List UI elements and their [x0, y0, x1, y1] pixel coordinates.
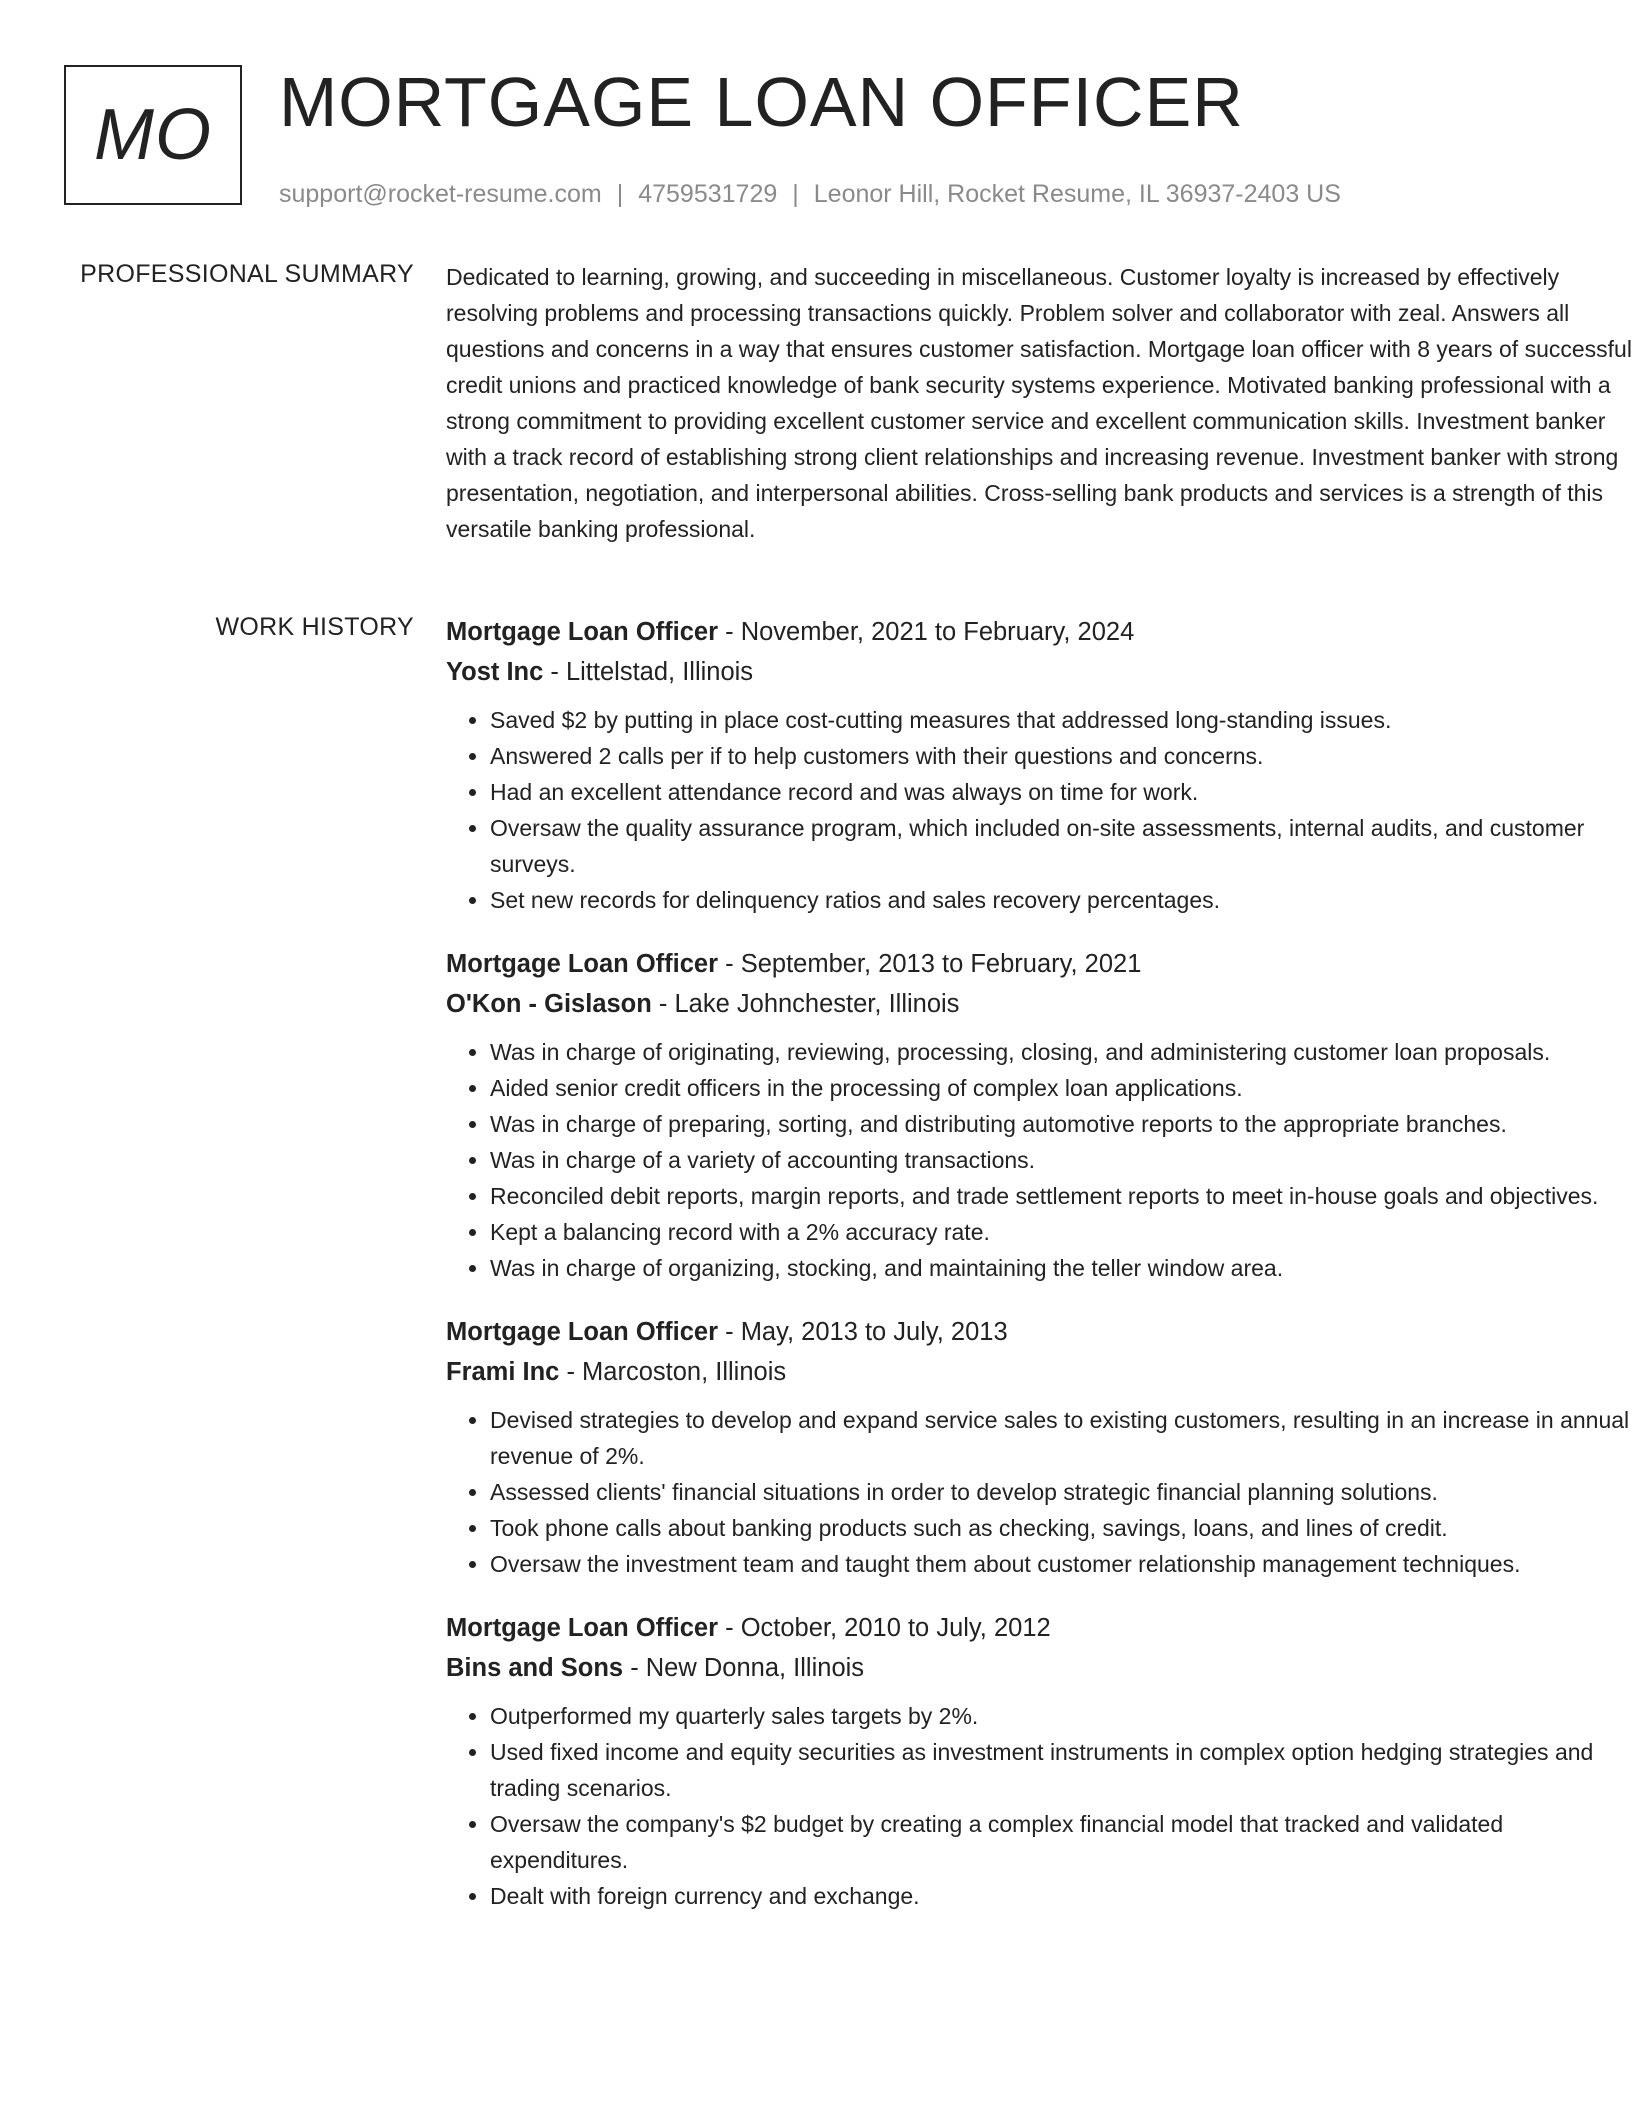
- summary-text: Dedicated to learning, growing, and succeeding in miscellaneous. Customer loyalty is increased by effectively resolving problems and processing transactions quickly. Problem solver and collaborator with zeal. Answers all questions and concerns in a way that ensures customer satisfaction. Mortgage loan officer with 8 years of successful credit unions and practiced knowledge of bank security systems experience. Motivated banking professional with a strong commitment to providing excellent customer service and excellent communication skills. Investment banker with a track record of establishing strong client relationships and increasing revenue. Investment banker with strong presentation, negotiation, and interpersonal abilities. Cross-selling bank products and services is a strength of this versatile banking professional.: [446, 264, 1632, 542]
- contact-line: [279, 179, 1579, 209]
- contact-address: Leonor Hill, Rocket Resume, IL 36937-2403 US: [813, 180, 1341, 208]
- job-title-line: [446, 1608, 1632, 1648]
- contact-separator: |: [792, 180, 799, 208]
- job-bullet: • Was in charge of organizing, stocking, and maintaining the teller window area.: [490, 1250, 1632, 1286]
- contact-phone[interactable]: 4759531729: [638, 180, 778, 208]
- job-bullet: • Aided senior credit officers in the processing of complex loan applications.: [490, 1070, 1632, 1106]
- job-entry: [446, 1312, 1632, 1582]
- job-company-line: [446, 1648, 1632, 1688]
- job-company: Frami Inc: [446, 1358, 560, 1386]
- job-entry: [446, 1608, 1632, 1914]
- job-company: O'Kon - Gislason: [446, 990, 652, 1018]
- job-bullet: • Oversaw the quality assurance program, which included on-site assessments, internal audits, and customer surveys.: [490, 810, 1632, 882]
- job-title-line: [446, 944, 1632, 984]
- job-bullet: • Devised strategies to develop and expand service sales to existing customers, resulting in an increase in annual revenue of 2%.: [490, 1402, 1632, 1474]
- job-bullet: • Set new records for delinquency ratios and sales recovery percentages.: [490, 882, 1632, 918]
- job-company: Yost Inc: [446, 658, 544, 686]
- job-bullet: • Reconciled debit reports, margin reports, and trade settlement reports to meet in-house goals and objectives.: [490, 1178, 1632, 1214]
- job-location: - Marcoston, Illinois: [559, 1358, 787, 1386]
- job-location: - Lake Johnchester, Illinois: [651, 990, 960, 1018]
- job-bullet: • Was in charge of a variety of accounting transactions.: [490, 1142, 1632, 1178]
- job-title: Mortgage Loan Officer: [446, 1614, 719, 1642]
- job-company-line: [446, 984, 1632, 1024]
- job-company: Bins and Sons: [446, 1654, 624, 1682]
- job-company-line: [446, 1352, 1632, 1392]
- summary-body: [446, 259, 1632, 547]
- work-history-body: [446, 612, 1632, 1940]
- contact-separator: |: [616, 180, 624, 208]
- job-bullet-list: [446, 1698, 1632, 1914]
- job-location: - Littelstad, Illinois: [543, 658, 754, 686]
- job-bullet: • Had an excellent attendance record and was always on time for work.: [490, 774, 1632, 810]
- job-bullet: • Took phone calls about banking products such as checking, savings, loans, and lines of credit.: [490, 1510, 1632, 1546]
- section-label-summary: PROFESSIONAL SUMMARY: [80, 260, 414, 288]
- job-company-line: [446, 652, 1632, 692]
- job-bullet: • Oversaw the company's $2 budget by creating a complex financial model that tracked and validated expenditures.: [490, 1806, 1632, 1878]
- job-dates: - November, 2021 to February, 2024: [718, 618, 1135, 646]
- job-title: Mortgage Loan Officer: [446, 618, 719, 646]
- job-title: Mortgage Loan Officer: [446, 1318, 719, 1346]
- job-bullet: • Kept a balancing record with a 2% accuracy rate.: [490, 1214, 1632, 1250]
- title-block: [279, 65, 1579, 209]
- job-location: - New Donna, Illinois: [623, 1654, 865, 1682]
- job-title-line: [446, 1312, 1632, 1352]
- job-bullet: • Used fixed income and equity securities as investment instruments in complex option hedging strategies and trading scenarios.: [490, 1734, 1632, 1806]
- resume-header: [64, 65, 1584, 210]
- job-bullet: • Saved $2 by putting in place cost-cutting measures that addressed long-standing issues.: [490, 702, 1632, 738]
- job-dates: - October, 2010 to July, 2012: [718, 1614, 1051, 1642]
- job-entry: [446, 944, 1632, 1286]
- job-bullet-list: [446, 1402, 1632, 1582]
- job-bullet: • Answered 2 calls per if to help customers with their questions and concerns.: [490, 738, 1632, 774]
- job-title-line: [446, 612, 1632, 652]
- job-dates: - May, 2013 to July, 2013: [718, 1318, 1008, 1346]
- job-entry: [446, 612, 1632, 918]
- contact-email[interactable]: support@rocket-resume.com: [279, 180, 602, 208]
- job-bullet: • Was in charge of preparing, sorting, and distributing automotive reports to the appropriate branches.: [490, 1106, 1632, 1142]
- job-bullet: • Was in charge of originating, reviewing, processing, closing, and administering customer loan proposals.: [490, 1034, 1632, 1070]
- job-bullet: • Dealt with foreign currency and exchange.: [490, 1878, 1632, 1914]
- job-title: Mortgage Loan Officer: [446, 950, 719, 978]
- job-bullet: • Outperformed my quarterly sales targets by 2%.: [490, 1698, 1632, 1734]
- job-bullet-list: [446, 702, 1632, 918]
- job-bullet-list: [446, 1034, 1632, 1286]
- job-dates: - September, 2013 to February, 2021: [718, 950, 1142, 978]
- job-bullet: • Assessed clients' financial situations in order to develop strategic financial planning solutions.: [490, 1474, 1632, 1510]
- monogram-badge: MO: [64, 65, 242, 205]
- resume-title: MORTGAGE LOAN OFFICER: [279, 63, 1244, 141]
- job-bullet: • Oversaw the investment team and taught them about customer relationship management techniques.: [490, 1546, 1632, 1582]
- section-label-work-history: WORK HISTORY: [215, 613, 414, 641]
